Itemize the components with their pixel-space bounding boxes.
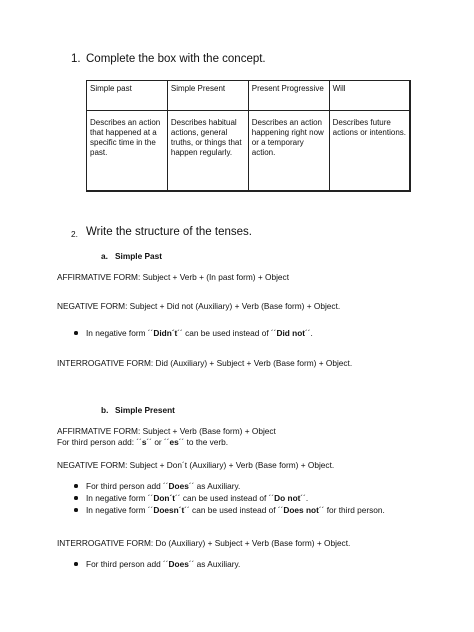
- present-interrogative-note: For third person add ´´Does´´ as Auxiliary.: [86, 559, 241, 569]
- table-body-row: [87, 111, 411, 192]
- present-bullet-2: In negative form ´´Don´t´´ can be used instead of ´´Do not´´.: [86, 493, 309, 503]
- question-1-number: 1.: [71, 53, 81, 65]
- past-interrogative-form: INTERROGATIVE FORM: Did (Auxiliary) + Subject + Verb (Base form) + Object.: [57, 358, 353, 368]
- cell-will: Describes future actions or intentions.: [329, 111, 410, 192]
- present-interrogative-form: INTERROGATIVE FORM: Do (Auxiliary) + Subject + Verb (Base form) + Object.: [57, 538, 351, 548]
- cell-simple-present: Describes habitual actions, general truths, or things that happen regularly.: [167, 111, 248, 192]
- bullet-dot: [74, 562, 78, 566]
- section-a-label: a.: [101, 251, 108, 261]
- past-affirmative-form: AFFIRMATIVE FORM: Subject + Verb + (In past form) + Object: [57, 272, 289, 282]
- past-negative-form: NEGATIVE FORM: Subject + Did not (Auxiliary) + Verb (Base form) + Object.: [57, 301, 341, 311]
- concept-table: [86, 80, 411, 192]
- section-a-heading: Simple Past: [115, 251, 163, 261]
- header-simple-present: Simple Present: [167, 81, 248, 111]
- bullet-dot: [74, 484, 78, 488]
- bullet-dot: [74, 496, 78, 500]
- bullet-dot: [74, 331, 78, 335]
- present-bullet-3: In negative form ´´Doesn´t´´ can be used instead of ´´Does not´´ for third person.: [86, 505, 385, 515]
- section-b-heading: Simple Present: [115, 405, 175, 415]
- header-will: Will: [329, 81, 410, 111]
- question-2-title: Write the structure of the tenses.: [86, 226, 252, 238]
- past-negative-note: In negative form ´´Didn´t´´ can be used instead of ´´Did not´´.: [86, 328, 313, 338]
- header-simple-past: Simple past: [87, 81, 168, 111]
- present-third-person-note: For third person add: ´´s´´ or ´´es´´ to the verb.: [57, 437, 229, 447]
- present-affirmative-form: AFFIRMATIVE FORM: Subject + Verb (Base form) + Object: [57, 426, 276, 436]
- present-negative-form: NEGATIVE FORM: Subject + Don´t (Auxiliary) + Verb (Base form) + Object.: [57, 460, 335, 470]
- present-bullet-1: For third person add ´´Does´´ as Auxiliary.: [86, 481, 241, 491]
- section-b-label: b.: [101, 405, 109, 415]
- header-present-progressive: Present Progressive: [248, 81, 329, 111]
- cell-simple-past: Describes an action that happened at a specific time in the past.: [87, 111, 168, 192]
- bullet-dot: [74, 508, 78, 512]
- cell-present-progressive: Describes an action happening right now or a temporary action.: [248, 111, 329, 192]
- question-1-title: Complete the box with the concept.: [86, 53, 266, 65]
- question-2-number: 2.: [71, 229, 78, 239]
- table-header-row: [87, 81, 411, 111]
